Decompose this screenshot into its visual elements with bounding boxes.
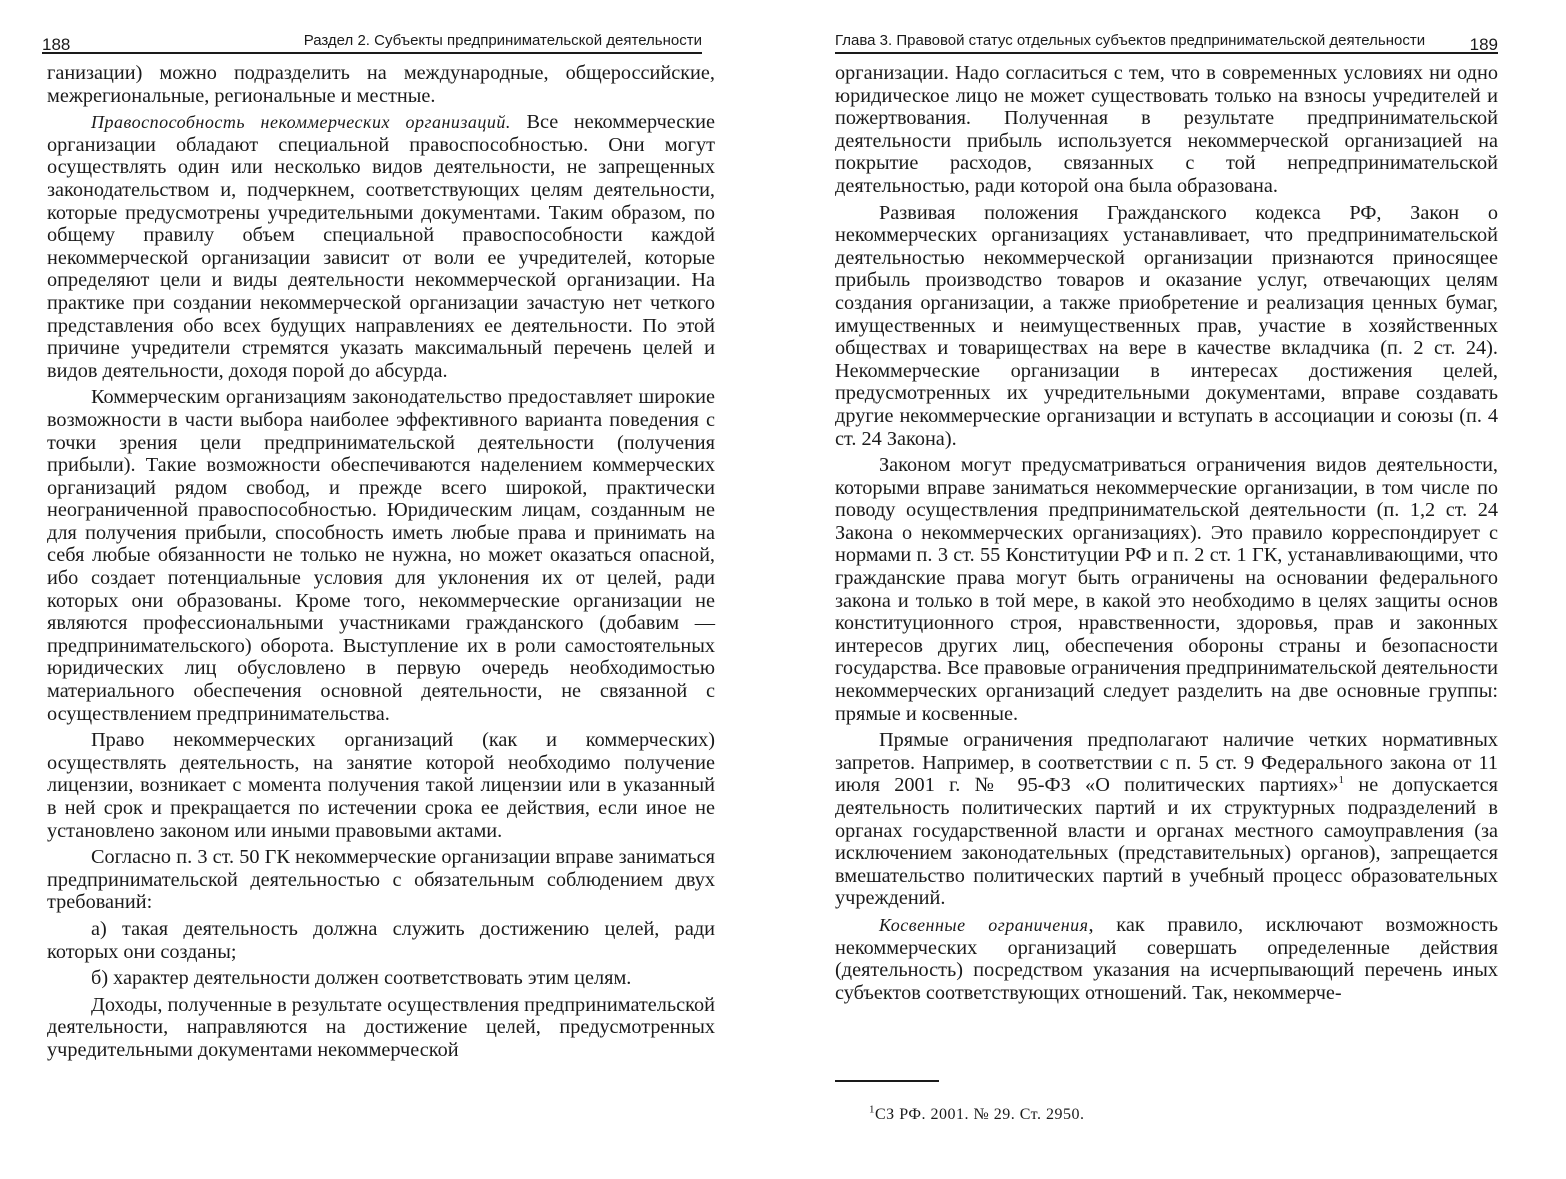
running-head <box>42 30 702 54</box>
paragraph: Согласно п. 3 ст. 50 ГК некоммерческие организации вправе заниматься предпринимательской деятельностью с обязательным соблюдением двух требований: <box>47 846 715 914</box>
footnote-divider <box>835 1080 939 1082</box>
paragraph: Законом могут предусматриваться ограничения видов деятельности, которыми вправе заниматься некоммерческие организации, в том числе по поводу осуществления предпринимательской деятельности (п. 1,2 ст. 24 Закона о некоммерческих организациях). Это правило корреспондирует с нормами п. 3 ст. 55 Конституции РФ и п. 2 ст. 1 ГК, устанавливающими, что гражданские права могут быть ограничены на основании федерального закона и только в той мере, в какой это необходимо в целях защиты основ конституционного строя, нравственности, здоровья, прав и законных интересов других лиц, обеспечения обороны страны и безопасности государства. Все правовые ограничения предпринимательской деятельности некоммерческих организаций следует разделить на две основные группы: прямые и косвенные. <box>835 454 1498 725</box>
paragraph: Доходы, полученные в результате осуществления предпринимательской деятельности, направляются на достижение целей, предусмотренных учредительными документами некоммерческой <box>47 993 715 1061</box>
paragraph: Правоспособность некоммерческих организаций. Все некоммерческие организации обладают специальной правоспособностью. Они могут осуществлять один или несколько видов деятельности, не запрещенных законодательством и, подчеркнем, соответствующих целям деятельности, которые предусмотрены учредительными документами. Таким образом, по общему правилу объем специальной правоспособности каждой некоммерческой организации зависит от воли ее учредителей, которые определяют цели и виды деятельности некоммерческой организации. На практике при создании некоммерческой организации зачастую нет четкого представления обо всех будущих направлениях ее деятельности. По этой причине учредители стремятся указать максимальный перечень целей и видов деятельности, доходя порой до абсурда. <box>47 111 716 382</box>
paragraph: Право некоммерческих организаций (как и коммерческих) осуществлять деятельность, на занятие которой необходимо получение лицензии, возникает с момента получения такой лицензии или в указанный в ней срок и прекращается по истечении срока ее действия, если иное не установлено законом или иными правовыми актами. <box>47 729 715 842</box>
body-text <box>47 62 715 1066</box>
paragraph: Развивая положения Гражданского кодекса РФ, Закон о некоммерческих организациях устанавливает, что предпринимательской деятельностью некоммерческой организации признаются приносящее прибыль производство товаров и оказание услуг, отвечающих целям создания организации, а также приобретение и реализация ценных бумаг, имущественных и неимущественных прав, участие в хозяйственных обществах и товариществах на вере в качестве вкладчика (п. 2 ст. 24). Некоммерческие организации в интересах достижения целей, предусмотренных их учредительными документами, вправе создавать другие некоммерческие организации и вступать в ассоциации и союзы (п. 4 ст. 24 Закона). <box>835 201 1498 450</box>
paragraph: организации. Надо согласиться с тем, что в современных условиях ни одно юридическое лицо не может существовать только на взносы учредителей и пожертвования. Полученная в результате предпринимательской деятельности прибыль используется некоммерческой организацией на покрытие расходов, связанных с той непредпринимательской деятельностью, ради которой она была образована. <box>835 62 1498 197</box>
body-text <box>835 62 1498 1008</box>
page-number: 189 <box>1469 35 1498 54</box>
footnote <box>869 1105 1084 1125</box>
chapter-title: Глава 3. Правовой статус отдельных субъектов предпринимательской деятельности <box>835 32 1426 49</box>
list-item: б) характер деятельности должен соответствовать этим целям. <box>91 967 632 990</box>
running-head <box>835 30 1498 54</box>
paragraph: Прямые ограничения предполагают наличие четких нормативных запретов. Например, в соответствии с п. 5 ст. 9 Федерального закона от 11 июля 2001 г. № 95-ФЗ «О политических партиях»$^1$ не допускается деятельность политических партий и их структурных подразделений в органах государственной власти и органах местного самоуправления (за исключением законодательных (представительных) органов), запрещается вмешательство политических партий в учебный процесс образовательных учреждений. <box>835 729 1498 910</box>
list-item: а) такая деятельность должна служить достижению целей, ради которых они созданы; <box>47 917 715 963</box>
paragraph: ганизации) можно подразделить на международные, общероссийские, межрегиональные, региональные и местные. <box>47 62 715 107</box>
section-title: Раздел 2. Субъекты предпринимательской деятельности <box>303 32 702 49</box>
footnote-mark: 1 <box>869 1103 875 1116</box>
footnote-reference[interactable]: 1 <box>1338 774 1345 787</box>
paragraph-lead: Косвенные ограничения <box>879 914 1089 935</box>
paragraph: Коммерческим организациям законодательство предоставляет широкие возможности в части выбора наиболее эффективного варианта поведения с точки зрения цели предпринимательской деятельности (получения прибыли). Такие возможности обеспечиваются наделением коммерческих организаций рядом свобод, и прежде всего широкой, практически неограниченной правоспособностью. Юридическим лицам, созданным не для получения прибыли, способность иметь любые права и принимать на себя любые обязанности не только не нужна, но может оказаться опасной, ибо создает потенциальные условия для уклонения их от целей, ради которых они образованы. Кроме того, некоммерческие организации не являются профессиональными участниками гражданского (добавим — предпринимательского) оборота. Выступление их в роли самостоятельных юридических лиц обусловлено в первую очередь необходимостью материального обеспечения основной деятельности, не связанной с осуществлением предпринимательства. <box>47 386 715 725</box>
page-number: 188 <box>42 35 71 54</box>
footnote-text: СЗ РФ. 2001. № 29. Ст. 2950. <box>875 1106 1085 1123</box>
paragraph: Косвенные ограничения, как правило, исключают возможность некоммерческих организаций совершать определенные действия (деятельность) посредством указания на исчерпывающий перечень иных субъектов соответствующих отношений. Так, некоммерче- <box>835 913 1498 1004</box>
paragraph-lead: Правоспособность некоммерческих организаций. <box>91 112 511 133</box>
